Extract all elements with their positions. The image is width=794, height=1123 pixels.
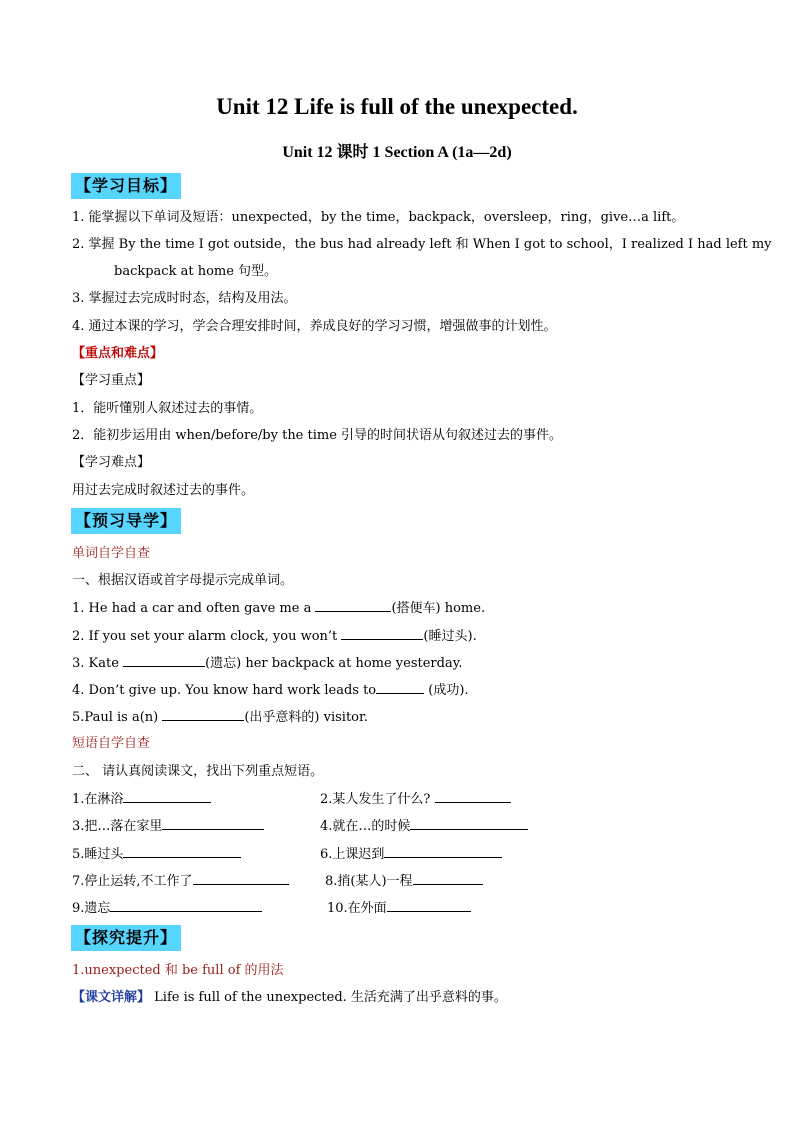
focus-heading: 【学习重点】 <box>72 373 151 388</box>
phrase-heading: 短语自学自查 <box>72 736 151 751</box>
goal-item-1: 1. 能掌握以下单词及短语：unexpected，by the time，backpack，oversleep，ring，give…a lift。 <box>72 210 685 225</box>
answer-blank[interactable] <box>376 681 424 694</box>
difficulty-item-1: 用过去完成时叙述过去的事件。 <box>72 483 255 498</box>
answer-blank[interactable] <box>384 845 502 858</box>
phrase-item-5: 5.睡过头 <box>72 845 241 864</box>
section-heading-explore: 【探究提升】 <box>71 925 181 951</box>
answer-blank[interactable] <box>387 899 471 912</box>
answer-blank[interactable] <box>341 627 423 640</box>
focus-item-1: 1．能听懂别人叙述过去的事情。 <box>72 401 263 416</box>
phrase-item-9: 9.遗忘 <box>72 899 262 918</box>
difficulty-heading: 【学习难点】 <box>72 455 151 470</box>
goal-item-2-cont: backpack at home 句型。 <box>114 264 278 279</box>
goal-item-4: 4. 通过本课的学习，学会合理安排时间，养成良好的学习习惯，增强做事的计划性。 <box>72 319 557 334</box>
goal-item-2: 2. 掌握 By the time I got outside，the bus had already left 和 When I got to school，I realized I had left my <box>72 237 772 252</box>
vocab-question-1: 1. He had a car and often gave me a (搭便车) home. <box>72 601 486 616</box>
goal-item-3: 3. 掌握过去完成时时态，结构及用法。 <box>72 291 297 306</box>
section-heading-preview: 【预习导学】 <box>71 508 181 534</box>
phrase-item-6: 6.上课迟到 <box>320 845 502 864</box>
phrase-item-1: 1.在淋浴 <box>72 790 211 809</box>
answer-blank[interactable] <box>123 654 205 667</box>
vocab-heading: 单词自学自查 <box>72 546 151 561</box>
answer-blank[interactable] <box>315 599 391 612</box>
phrase-item-7: 7.停止运转,不工作了 <box>72 872 289 891</box>
vocab-question-2: 2. If you set your alarm clock, you won’t (睡过头). <box>72 629 477 644</box>
document-title: Unit 12 Life is full of the unexpected. <box>216 94 578 119</box>
section-heading-goals: 【学习目标】 <box>71 173 181 199</box>
text-detail-body: Life is full of the unexpected. 生活充满了出乎意料的事。 <box>150 990 507 1005</box>
text-detail-tag: 【课文详解】 <box>72 990 151 1005</box>
explore-item-1: 1.unexpected 和 be full of 的用法 <box>72 963 284 978</box>
phrase-item-8: 8.捎(某人)一程 <box>325 872 483 891</box>
answer-blank[interactable] <box>435 790 511 803</box>
vocab-question-3: 3. Kate (遗忘) her backpack at home yesterday. <box>72 656 463 671</box>
vocab-question-5: 5.Paul is a(n) (出乎意料的) visitor. <box>72 710 368 725</box>
answer-blank[interactable] <box>123 790 211 803</box>
answer-blank[interactable] <box>162 817 264 830</box>
vocab-question-4: 4. Don’t give up. You know hard work leads to (成功). <box>72 683 469 698</box>
phrase-item-3: 3.把…落在家里 <box>72 817 264 836</box>
answer-blank[interactable] <box>110 899 262 912</box>
answer-blank[interactable] <box>193 872 289 885</box>
answer-blank[interactable] <box>162 708 244 721</box>
text-detail <box>72 989 507 1007</box>
answer-blank[interactable] <box>410 817 528 830</box>
answer-blank[interactable] <box>413 872 483 885</box>
phrase-item-2: 2.某人发生了什么? <box>320 790 511 809</box>
vocab-instruction: 一、根据汉语或首字母提示完成单词。 <box>72 573 294 588</box>
document-subtitle: Unit 12 课时 1 Section A (1a—2d) <box>282 144 512 161</box>
key-difficulty-heading: 【重点和难点】 <box>72 346 164 361</box>
focus-item-2: 2．能初步运用由 when/before/by the time 引导的时间状语从句叙述过去的事件。 <box>72 428 563 443</box>
phrase-instruction: 二、 请认真阅读课文，找出下列重点短语。 <box>72 764 324 779</box>
phrase-item-4: 4.就在…的时候 <box>320 817 528 836</box>
answer-blank[interactable] <box>123 845 241 858</box>
phrase-item-10: 10.在外面 <box>327 899 471 918</box>
